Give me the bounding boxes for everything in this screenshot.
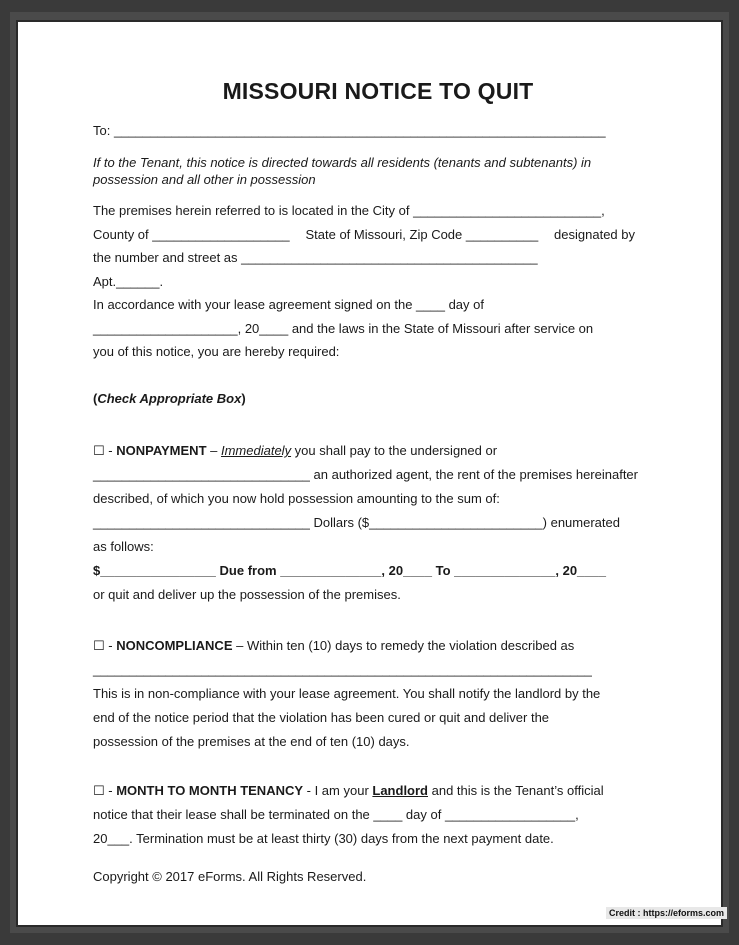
zip-code-field: State of Missouri, Zip Code __________ xyxy=(305,227,539,242)
nonpayment-label: NONPAYMENT xyxy=(116,443,207,458)
premises-line-4: Apt.______. xyxy=(93,274,164,289)
lease-line-3: you of this notice, you are hereby required: xyxy=(93,344,340,359)
premises-line-1: The premises herein referred to is located in the City of __________________________, xyxy=(93,203,605,218)
nonpayment-line-5: as follows: xyxy=(93,539,154,554)
nonpayment-option: ☐ - NONPAYMENT – Immediately you shall pay to the undersigned or xyxy=(93,443,498,458)
nonpayment-line-7: or quit and deliver up the possession of the premises. xyxy=(93,587,401,602)
month-to-month-label: MONTH TO MONTH TENANCY xyxy=(116,783,304,798)
tenant-note-line-1: If to the Tenant, this notice is directed towards all residents (tenants and subtenants) in xyxy=(93,155,592,170)
month-to-month-line-2: notice that their lease shall be terminated on the ____ day of __________________, xyxy=(93,807,579,822)
nonpayment-due-line: $________________ Due from ______________, 20____ To ______________, 20____ xyxy=(93,563,606,578)
noncompliance-line-3: This is in non-compliance with your lease agreement. You shall notify the landlord by the xyxy=(93,686,601,701)
month-to-month-line-3: 20___. Termination must be at least thirty (30) days from the next payment date. xyxy=(93,831,554,846)
nonpayment-line-2: ______________________________ an authorized agent, the rent of the premises hereinafter xyxy=(93,467,638,482)
designated-by-text: designated by xyxy=(554,227,635,242)
noncompliance-checkbox[interactable]: ☐ - xyxy=(93,638,117,653)
noncompliance-line-5: possession of the premises at the end of ten (10) days. xyxy=(93,734,410,749)
noncompliance-label: NONCOMPLIANCE xyxy=(116,638,233,653)
noncompliance-option: ☐ - NONCOMPLIANCE – Within ten (10) days to remedy the violation described as xyxy=(93,638,575,653)
copyright-notice: Copyright © 2017 eForms. All Rights Reserved. xyxy=(93,869,367,884)
lease-line-2: ____________________, 20____ and the laws in the State of Missouri after service on xyxy=(93,321,594,336)
premises-line-2 xyxy=(93,227,635,242)
premises-line-3: the number and street as _________________________________________ xyxy=(93,250,538,265)
noncompliance-line-2: _____________________________________________________________________ xyxy=(93,662,592,677)
nonpayment-line-4: ______________________________ Dollars ($________________________) enumerated xyxy=(93,515,620,530)
month-to-month-option: ☐ - MONTH TO MONTH TENANCY - I am your Landlord and this is the Tenant’s official xyxy=(93,783,604,798)
tenant-note-line-2: possession and all other in possession xyxy=(93,172,316,187)
document-page xyxy=(18,22,721,925)
noncompliance-line-4: end of the notice period that the violation has been cured or quit and deliver the xyxy=(93,710,550,725)
lease-line-1: In accordance with your lease agreement signed on the ____ day of xyxy=(93,297,484,312)
nonpayment-line-3: described, of which you now hold possession amounting to the sum of: xyxy=(93,491,500,506)
month-to-month-checkbox[interactable]: ☐ - xyxy=(93,783,117,798)
check-appropriate-box: (Check Appropriate Box) xyxy=(93,391,246,406)
county-field: County of ___________________ xyxy=(93,227,290,242)
nonpayment-checkbox[interactable]: ☐ - xyxy=(93,443,117,458)
document-title: MISSOURI NOTICE TO QUIT xyxy=(222,78,534,104)
to-line: To: ____________________________________________________________________ xyxy=(93,123,606,138)
image-credit: Credit : https://eforms.com xyxy=(606,907,727,919)
